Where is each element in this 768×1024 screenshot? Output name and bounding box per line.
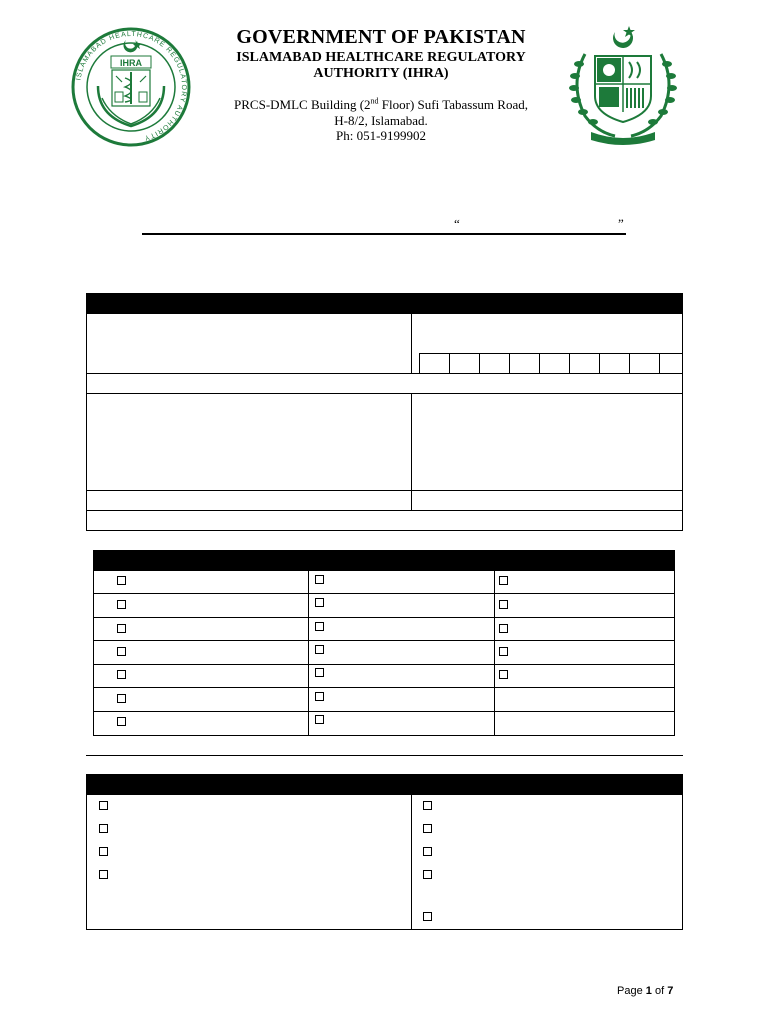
digit-box-divider bbox=[419, 353, 420, 374]
digit-box-divider bbox=[599, 353, 600, 374]
checkbox[interactable] bbox=[117, 624, 126, 633]
checkbox[interactable] bbox=[99, 870, 108, 879]
svg-text:ISLAMABAD HEALTHCARE REGULATOR: ISLAMABAD HEALTHCARE REGULATORY AUTHORITY bbox=[75, 30, 188, 142]
checkbox[interactable] bbox=[423, 824, 432, 833]
state-emblem bbox=[563, 24, 683, 148]
section1-header-bar bbox=[86, 293, 683, 314]
section2-row-line bbox=[93, 640, 675, 641]
checkbox[interactable] bbox=[117, 576, 126, 585]
digit-boxes-top-line bbox=[419, 353, 683, 354]
close-quote: ” bbox=[618, 216, 624, 231]
checkbox[interactable] bbox=[99, 824, 108, 833]
checkbox[interactable] bbox=[117, 600, 126, 609]
authority-name-line2: AUTHORITY (IHRA) bbox=[313, 66, 449, 81]
checkbox[interactable] bbox=[117, 647, 126, 656]
digit-box-divider bbox=[629, 353, 630, 374]
checkbox[interactable] bbox=[315, 622, 324, 631]
ihra-logo bbox=[70, 26, 192, 148]
digit-box-divider bbox=[539, 353, 540, 374]
digit-box-divider bbox=[569, 353, 570, 374]
registration-number-field[interactable] bbox=[412, 314, 682, 352]
section3-table bbox=[86, 794, 683, 930]
checkbox[interactable] bbox=[315, 575, 324, 584]
checkbox[interactable] bbox=[117, 717, 126, 726]
left-small-field[interactable] bbox=[87, 491, 410, 510]
section2-row-line bbox=[93, 711, 675, 712]
checkbox[interactable] bbox=[499, 600, 508, 609]
full-width-field-2[interactable] bbox=[87, 511, 682, 530]
applicant-name-field[interactable] bbox=[87, 314, 410, 373]
section2-row-line bbox=[93, 664, 675, 665]
details-field[interactable] bbox=[412, 394, 682, 490]
section-separator-line bbox=[86, 755, 683, 756]
authority-name-line1: ISLAMABAD HEALTHCARE REGULATORY bbox=[236, 50, 526, 65]
full-width-field-1[interactable] bbox=[87, 374, 682, 393]
open-quote: “ bbox=[454, 216, 460, 231]
digit-box-divider bbox=[659, 353, 660, 374]
digit-box-divider bbox=[479, 353, 480, 374]
checkbox[interactable] bbox=[99, 847, 108, 856]
section2-row-line bbox=[93, 617, 675, 618]
page-number: Page 1 of 7 bbox=[617, 985, 674, 997]
address-line1: PRCS-DMLC Building (2nd Floor) Sufi Tabassum Road, bbox=[234, 96, 528, 112]
checkbox[interactable] bbox=[315, 668, 324, 677]
phone-number: Ph: 051-9199902 bbox=[336, 128, 426, 143]
right-small-field[interactable] bbox=[412, 491, 682, 510]
checkbox[interactable] bbox=[423, 847, 432, 856]
section2-header-bar bbox=[93, 550, 675, 571]
checkbox[interactable] bbox=[315, 715, 324, 724]
svg-text:IHRA: IHRA bbox=[120, 58, 142, 68]
checkbox[interactable] bbox=[423, 912, 432, 921]
title-underline bbox=[142, 233, 626, 235]
checkbox[interactable] bbox=[499, 647, 508, 656]
section2-row-line bbox=[93, 687, 675, 688]
address-line2: H-8/2, Islamabad. bbox=[334, 113, 428, 128]
section3-col-divider bbox=[411, 794, 412, 930]
checkbox[interactable] bbox=[423, 870, 432, 879]
title-blank-field[interactable] bbox=[464, 221, 614, 231]
digit-box-divider bbox=[449, 353, 450, 374]
government-title: GOVERNMENT OF PAKISTAN bbox=[236, 26, 526, 48]
checkbox[interactable] bbox=[499, 624, 508, 633]
checkbox[interactable] bbox=[499, 670, 508, 679]
checkbox[interactable] bbox=[99, 801, 108, 810]
section3-header-bar bbox=[86, 774, 683, 795]
checkbox[interactable] bbox=[117, 670, 126, 679]
checkbox[interactable] bbox=[499, 576, 508, 585]
section2-row-line bbox=[93, 593, 675, 594]
checkbox[interactable] bbox=[315, 598, 324, 607]
address-field[interactable] bbox=[87, 394, 410, 490]
checkbox[interactable] bbox=[423, 801, 432, 810]
checkbox[interactable] bbox=[315, 645, 324, 654]
checkbox[interactable] bbox=[117, 694, 126, 703]
checkbox[interactable] bbox=[315, 692, 324, 701]
digit-box-divider bbox=[509, 353, 510, 374]
